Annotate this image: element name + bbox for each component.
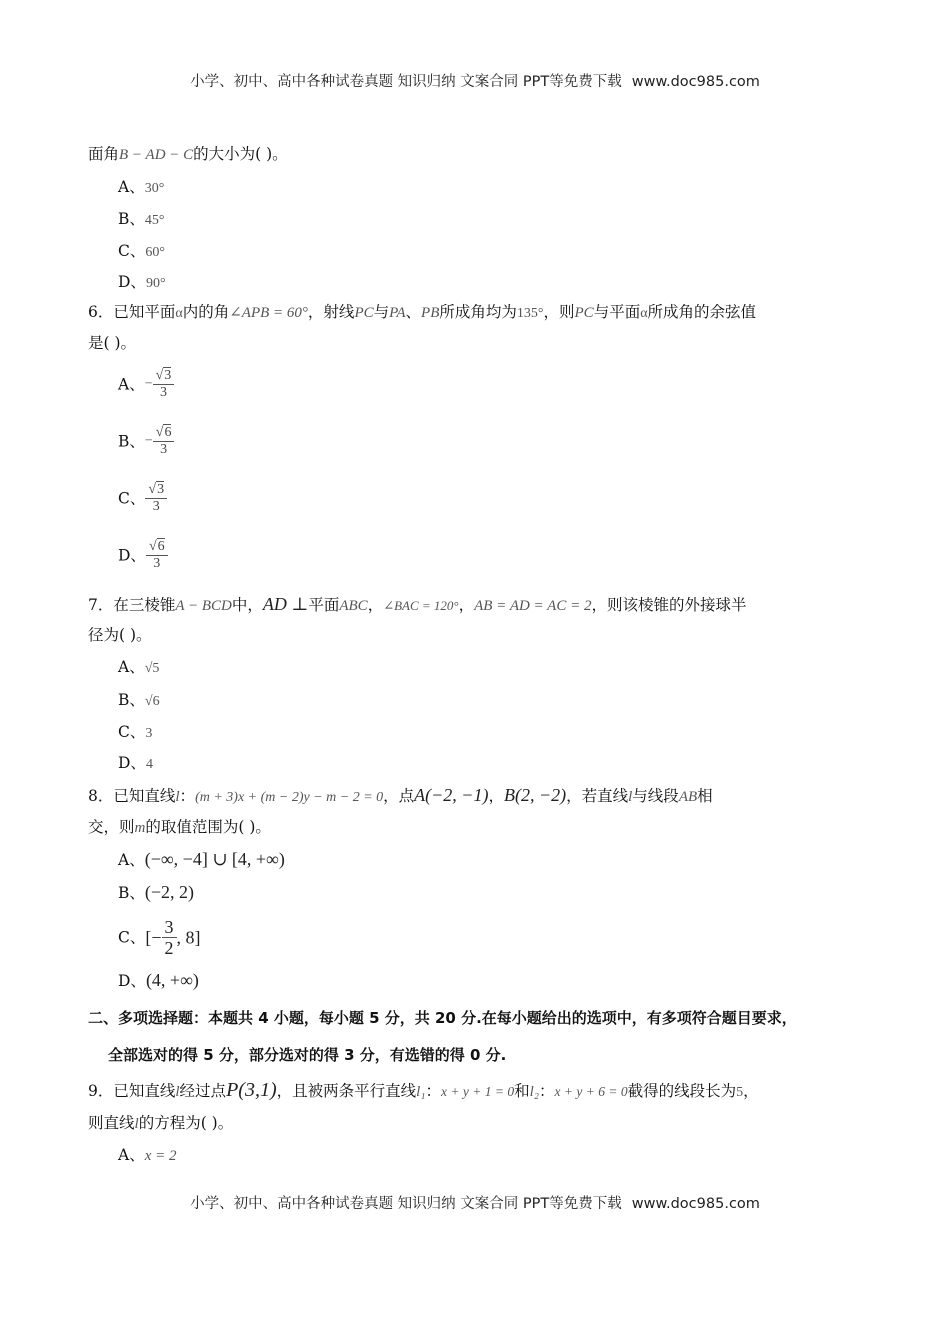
q7-stem-line2: 径为( )。 [88,626,152,644]
page-header [0,70,950,91]
q8-option-a[interactable]: A、(−∞, −4] ∪ [4, +∞) [118,849,285,869]
q8-option-d[interactable]: D、(4, +∞) [118,970,199,990]
q6-option-b[interactable]: B、− $\frac{√6}{3}$ [118,425,174,458]
q6-option-c[interactable]: C、 $\frac{√3}{3}$ [118,482,167,515]
header-site: www.doc985.com [631,74,760,90]
q7-stem: 7．在三棱锥A − BCD中，AD ⊥平面ABC，∠BAC = 120°，AB = AD = AC = 2，则该棱锥的外接球半 [88,594,747,614]
q6-option-a[interactable]: A、− $\frac{√3}{3}$ [118,368,174,401]
q6-stem-line2: 是( )。 [88,334,137,352]
section2-heading: 二、多项选择题：本题共 4 小题，每小题 5 分，共 20 分.在每小题给出的选项中，有多项符合题目要求， [88,1009,797,1027]
q6-stem: 6．已知平面α内的角∠APB = 60°，射线PC与PA、PB所成角均为135°，则PC与平面α所成角的余弦值 [88,303,757,321]
q5-option-a[interactable]: A、30° [118,178,165,196]
q9-stem: 9．已知直线l经过点P(3,1)，且被两条平行直线l₁：x + y + 1 = 0和l₂：x + y + 6 = 0截得的线段长为5， [88,1079,759,1101]
q7-option-a[interactable]: A、√5 [118,658,160,676]
q5-option-b[interactable]: B、45° [118,210,165,228]
q8-option-b[interactable]: B、(−2, 2) [118,882,195,902]
q7-option-c[interactable]: C、3 [118,723,153,741]
q6-option-d[interactable]: D、 $\frac{√6}{3}$ [118,539,168,572]
q5-stem-tail: 面角B − AD − C的大小为( )。 [88,145,288,163]
footer-site: www.doc985.com [631,1196,760,1212]
q5-option-d[interactable]: D、90° [118,273,166,291]
header-text: 小学、初中、高中各种试卷真题 知识归纳 文案合同 PPT等免费下载 [190,74,622,90]
q5-option-c[interactable]: C、60° [118,242,165,260]
q9-stem-line2: 则直线l的方程为( )。 [88,1114,234,1132]
q7-option-b[interactable]: B、√6 [118,691,160,709]
section2-heading-line2: 全部选对的得 5 分，部分选对的得 3 分，有选错的得 0 分. [108,1046,507,1064]
q9-option-a[interactable]: A、x = 2 [118,1146,177,1164]
q8-stem-line2: 交，则m的取值范围为( )。 [88,818,271,836]
q8-stem: 8．已知直线l：(m + 3)x + (m − 2)y − m − 2 = 0，点A(−2, −1)，B(2, −2)，若直线l与线段AB相 [88,785,713,805]
q8-option-c[interactable]: C、[− $\frac{3}{2}$ , 8] [118,917,201,958]
q7-option-d[interactable]: D、4 [118,754,153,772]
footer-text: 小学、初中、高中各种试卷真题 知识归纳 文案合同 PPT等免费下载 [190,1196,622,1212]
page-footer [0,1192,950,1213]
